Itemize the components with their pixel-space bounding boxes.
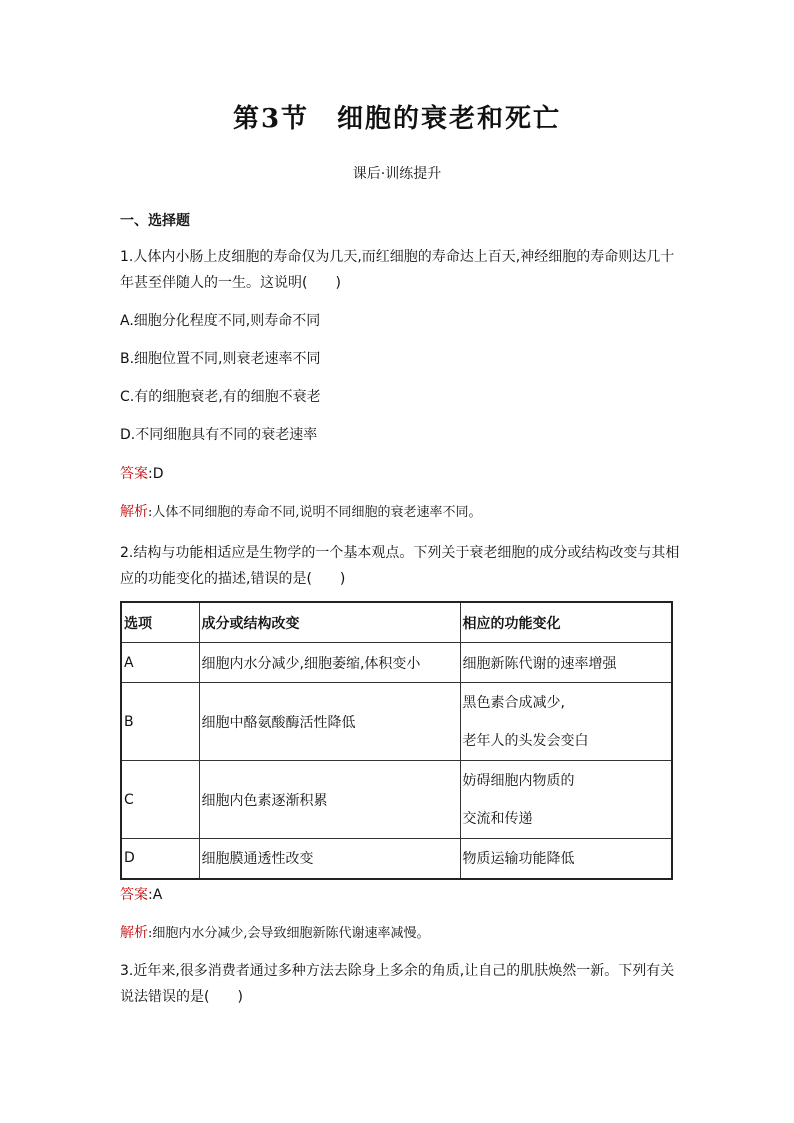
answer-value: :A [148,887,163,903]
table-header-cell: 选项 [121,602,199,643]
table-row [121,839,672,879]
effect-line: 交流和传递 [462,810,533,827]
question-1-stem: 1.人体内小肠上皮细胞的寿命仅为几天,而红细胞的寿命达上百天,神经细胞的寿命则达几十年甚至伴随人的一生。这说明( ) [120,249,675,291]
table-cell-change: 细胞中酪氨酸酶活性降低 [199,683,460,761]
analysis-label: 解析 [120,504,148,520]
effect-line: 黑色素合成减少, [462,694,565,711]
table-header-cell: 相应的功能变化 [460,602,672,643]
page-subtitle: 课后·训练提升 [352,166,442,182]
table-cell-effect [460,683,672,761]
table-header-cell: 成分或结构改变 [199,602,460,643]
question-1-option-a: A.细胞分化程度不同,则寿命不同 [120,313,321,329]
answer-label: 答案 [120,466,148,482]
question-1-answer [120,463,164,483]
question-2-analysis [120,922,430,942]
effect-line: 妨碍细胞内物质的 [462,772,575,789]
page-title: 第3节 细胞的衰老和死亡 [232,104,562,134]
table-cell-change: 细胞内色素逐渐积累 [199,761,460,839]
answer-value: :D [148,466,164,482]
table-cell-option: C [121,761,199,839]
table-cell-option: D [121,839,199,879]
table-cell-effect: 物质运输功能降低 [460,839,672,879]
table-header-row [121,602,672,643]
table-row [121,761,672,839]
question-1-option-b: B.细胞位置不同,则衰老速率不同 [120,351,321,367]
question-2-answer [120,884,162,904]
table-cell-effect [460,761,672,839]
question-2-table [120,601,673,880]
effect-line: 老年人的头发会变白 [462,732,589,749]
question-1-option-c: C.有的细胞衰老,有的细胞不衰老 [120,389,321,405]
table-cell-effect: 细胞新陈代谢的速率增强 [460,643,672,683]
question-1-analysis [120,501,482,521]
analysis-label: 解析 [120,925,148,941]
question-2-stem: 2.结构与功能相适应是生物学的一个基本观点。下列关于衰老细胞的成分或结构改变与其相应的功能变化的描述,错误的是( ) [120,545,680,587]
table-cell-change: 细胞膜通透性改变 [199,839,460,879]
table-cell-option: A [121,643,199,683]
table-cell-change: 细胞内水分减少,细胞萎缩,体积变小 [199,643,460,683]
table-row [121,683,672,761]
question-1-option-d: D.不同细胞具有不同的衰老速率 [120,427,318,443]
analysis-value: :人体不同细胞的寿命不同,说明不同细胞的衰老速率不同。 [148,505,482,520]
question-3-stem: 3.近年来,很多消费者通过多种方法去除身上多余的角质,让自己的肌肤焕然一新。下列有关说法错误的是( ) [120,963,675,1005]
answer-label: 答案 [120,887,148,903]
analysis-value: :细胞内水分减少,会导致细胞新陈代谢速率减慢。 [148,926,430,941]
table-cell-option: B [121,683,199,761]
section-heading: 一、选择题 [120,213,190,229]
table-row [121,643,672,683]
